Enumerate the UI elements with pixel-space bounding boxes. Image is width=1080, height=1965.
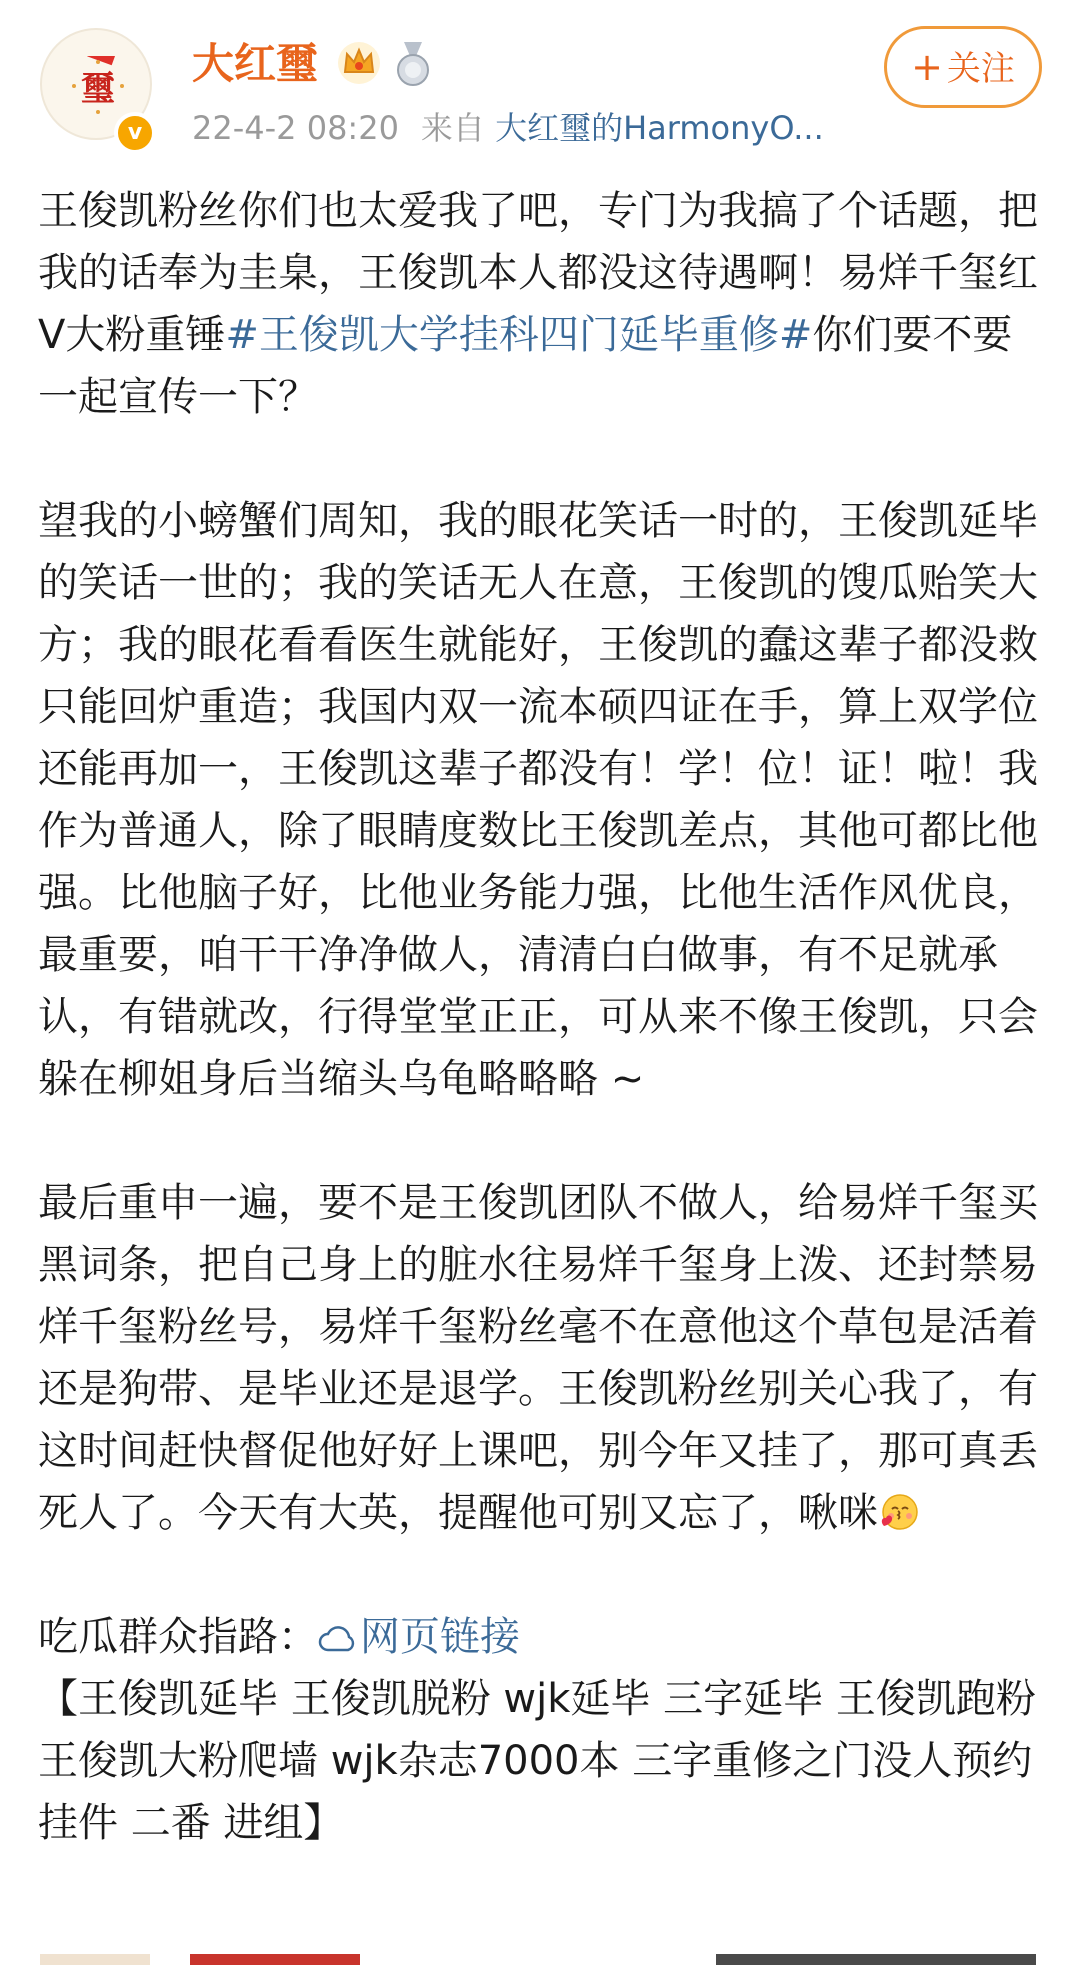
paragraph-text: 王俊凯粉丝你们也太爱我了吧，专门为我搞了个话题，把我的话奉为圭臬，王俊凯本人都没这待遇啊！易烊千玺红V大粉重锤: [38, 188, 1038, 358]
post-paragraph: [38, 180, 1048, 428]
web-link-label: 网页链接: [360, 1614, 520, 1660]
image-thumbnail[interactable]: [190, 1954, 360, 1965]
paragraph-text: 吃瓜群众指路：: [38, 1614, 318, 1660]
source-prefix: 来自: [420, 109, 485, 147]
paragraph-text: 你们要不要一起宣传一下？: [38, 312, 1013, 420]
source-app-link[interactable]: 大红璽的HarmonyO...: [495, 109, 824, 147]
image-thumbnail[interactable]: [716, 1954, 1036, 1965]
post-header: [0, 0, 1080, 160]
plus-icon: +: [911, 45, 943, 89]
username[interactable]: 大红璽: [192, 39, 319, 88]
hashtag-link[interactable]: #王俊凯大学挂科四门延毕重修#: [225, 312, 813, 358]
seal-glyph: 璽: [81, 69, 115, 109]
post-meta: [192, 106, 824, 150]
cloud-link-icon: [318, 1624, 358, 1654]
post-body: [38, 180, 1048, 1854]
kiss-heart-emoji-icon: [878, 1492, 920, 1534]
image-thumbnail-strip: [0, 1954, 1080, 1965]
post-paragraph: 【王俊凯延毕 王俊凯脱粉 wjk延毕 三字延毕 王俊凯跑粉 王俊凯大粉爬墙 wjk杂志7000本 三字重修之门没人预约 挂件 二番 进组】: [38, 1676, 1036, 1846]
post-paragraph: [38, 1172, 1048, 1544]
medal-badge-icon: [392, 40, 434, 88]
post-timestamp: 22-4-2 08:20: [192, 109, 399, 147]
web-link[interactable]: [318, 1614, 520, 1660]
image-thumbnail[interactable]: [40, 1954, 150, 1965]
seal-avatar-icon: [68, 56, 128, 116]
follow-label: 关注: [946, 49, 1015, 89]
post-paragraph: 望我的小螃蟹们周知，我的眼花笑话一时的，王俊凯延毕的笑话一世的；我的笑话无人在意，王俊凯的馊瓜贻笑大方；我的眼花看看医生就能好，王俊凯的蠢这辈子都没救只能回炉重造；我国内双一流本硕四证在手，算上双学位还能再加一，王俊凯这辈子都没有！学！位！证！啦！我作为普通人，除了眼睛度数比王俊凯差点，其他可都比他强。比他脑子好，比他业务能力强，比他生活作风优良，最重要，咱干干净净做人，清清白白做事，有不足就承认，有错就改，行得堂堂正正，可从来不像王俊凯，只会躲在柳姐身后当缩头乌龟略略略 ~: [38, 498, 1038, 1102]
post-paragraph: [38, 1606, 1048, 1668]
paragraph-text: 最后重申一遍，要不是王俊凯团队不做人，给易烊千玺买黑词条，把自己身上的脏水往易烊千玺身上泼、还封禁易烊千玺粉丝号，易烊千玺粉丝毫不在意他这个草包是活着还是狗带、是毕业还是退学。王俊凯粉丝别关心我了，有这时间赶快督促他好好上课吧，别今年又挂了，那可真丢死人了。今天有大英，提醒他可别又忘了，啾咪: [38, 1180, 1038, 1536]
crown-member-icon: [336, 40, 382, 86]
follow-button[interactable]: [884, 26, 1042, 108]
verified-v-icon: v: [114, 112, 156, 154]
